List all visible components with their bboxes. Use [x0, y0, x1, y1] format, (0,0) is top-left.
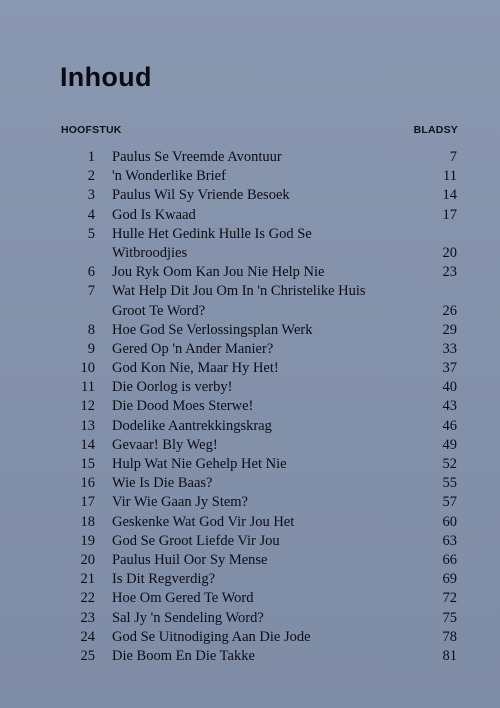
toc-entry	[0, 359, 500, 378]
page-number: 78	[442, 628, 457, 645]
chapter-number: 18	[80, 513, 95, 530]
toc-entry	[0, 206, 500, 225]
toc-entry	[0, 378, 500, 397]
chapter-number: 5	[87, 225, 95, 242]
toc-entry-line	[0, 263, 500, 282]
chapter-number: 25	[80, 647, 95, 664]
toc-entry-line	[0, 148, 500, 167]
chapter-title: Vir Wie Gaan Jy Stem?	[112, 494, 248, 511]
chapter-title: God Se Uitnodiging Aan Die Jode	[112, 628, 311, 645]
chapter-number: 14	[80, 436, 95, 453]
page-number: 69	[442, 571, 457, 588]
chapter-title: Hoe God Se Verlossingsplan Werk	[112, 321, 313, 338]
toc-entry-line	[0, 186, 500, 205]
toc-entry-line	[0, 474, 500, 493]
chapter-number: 2	[87, 168, 95, 185]
toc-entry	[0, 647, 500, 666]
toc-entry-line	[0, 532, 500, 551]
chapter-number: 4	[87, 206, 95, 223]
chapter-title: Paulus Se Vreemde Avontuur	[112, 149, 282, 165]
toc-entry	[0, 474, 500, 493]
chapter-title: God Is Kwaad	[112, 206, 196, 223]
toc-entry-line	[0, 609, 500, 628]
toc-entry-line	[0, 436, 500, 455]
toc-entry-line	[0, 397, 500, 416]
chapter-number: 9	[87, 340, 95, 357]
page-number: 40	[442, 379, 457, 396]
toc-entry	[0, 397, 500, 416]
chapter-number: 15	[80, 456, 95, 472]
chapter-title: 'n Wonderlike Brief	[112, 168, 226, 185]
chapter-number: 13	[80, 417, 95, 434]
page-number: 63	[442, 532, 457, 549]
toc-entry	[0, 628, 500, 647]
toc-entry	[0, 417, 500, 436]
chapter-number: 21	[80, 571, 95, 588]
toc-entry	[0, 551, 500, 570]
toc-entry	[0, 609, 500, 628]
toc-entry-line	[0, 589, 500, 608]
page-title: Inhoud	[60, 62, 152, 92]
toc-entry	[0, 167, 500, 186]
page-number: 11	[443, 168, 457, 185]
toc-entry-line	[0, 417, 500, 436]
chapter-title: Paulus Wil Sy Vriende Besoek	[112, 187, 290, 204]
page-number: 23	[442, 264, 457, 281]
toc-entry-line	[0, 359, 500, 378]
toc-entry	[0, 263, 500, 282]
toc-entry-line	[0, 551, 500, 570]
chapter-number: 6	[87, 264, 95, 281]
toc-entry-line	[0, 570, 500, 589]
page-number: 26	[442, 302, 457, 319]
chapter-title: Die Oorlog is verby!	[112, 379, 233, 396]
chapter-title: Hoe Om Gered Te Word	[112, 590, 254, 607]
toc-entry-line	[0, 647, 500, 666]
chapter-title: Jou Ryk Oom Kan Jou Nie Help Nie	[112, 264, 325, 281]
toc-entry-line	[0, 340, 500, 359]
page-number: 17	[442, 206, 457, 223]
table-of-contents	[0, 148, 500, 666]
toc-entry	[0, 148, 500, 167]
page-number: 29	[442, 321, 457, 338]
toc-entry	[0, 436, 500, 455]
page-number: 7	[449, 149, 457, 165]
chapter-number: 1	[87, 149, 95, 165]
chapter-number: 11	[81, 379, 95, 396]
page-number: 72	[442, 590, 457, 607]
chapter-number: 16	[80, 475, 95, 492]
chapter-title: Sal Jy 'n Sendeling Word?	[112, 609, 264, 626]
toc-entry	[0, 282, 500, 320]
page-number: 14	[442, 187, 457, 204]
chapter-title: Dodelike Aantrekkingskrag	[112, 417, 272, 434]
toc-entry-line	[0, 244, 500, 263]
toc-entry	[0, 321, 500, 340]
toc-entry	[0, 186, 500, 205]
toc-entry	[0, 532, 500, 551]
page-number: 52	[442, 456, 457, 472]
page-number: 37	[442, 360, 457, 377]
chapter-title: Groot Te Word?	[112, 302, 206, 319]
page-number: 46	[442, 417, 457, 434]
toc-entry	[0, 455, 500, 474]
toc-entry	[0, 589, 500, 608]
toc-entry-line	[0, 206, 500, 225]
toc-entry-line	[0, 378, 500, 397]
chapter-number: 20	[80, 551, 95, 568]
toc-entry-line	[0, 282, 500, 301]
chapter-title: Is Dit Regverdig?	[112, 571, 216, 588]
chapter-number: 17	[80, 494, 95, 511]
chapter-title: God Kon Nie, Maar Hy Het!	[112, 360, 279, 377]
chapter-title: Gevaar! Bly Weg!	[112, 436, 218, 453]
toc-entry-line	[0, 302, 500, 321]
page-number: 33	[442, 340, 457, 357]
page-number: 49	[442, 436, 457, 453]
page-number: 81	[442, 647, 457, 664]
toc-entry-line	[0, 225, 500, 244]
toc-entry-line	[0, 455, 500, 474]
toc-entry	[0, 513, 500, 532]
chapter-number: 8	[87, 321, 95, 338]
chapter-title: Die Boom En Die Takke	[112, 647, 255, 664]
chapter-title: Hulle Het Gedink Hulle Is God Se	[112, 225, 312, 242]
toc-entry	[0, 570, 500, 589]
page-number: 20	[442, 244, 457, 261]
chapter-number: 12	[80, 398, 95, 415]
page-number: 57	[442, 494, 457, 511]
toc-entry-line	[0, 493, 500, 512]
page-number: 55	[442, 475, 457, 492]
page-column-header: BLADSY	[413, 124, 458, 136]
chapter-title: Gered Op 'n Ander Manier?	[112, 340, 274, 357]
chapter-title: Die Dood Moes Sterwe!	[112, 398, 254, 415]
page-number: 66	[442, 551, 457, 568]
chapter-number: 19	[80, 532, 95, 549]
toc-entry-line	[0, 167, 500, 186]
toc-entry	[0, 493, 500, 512]
chapter-title: God Se Groot Liefde Vir Jou	[112, 532, 280, 549]
chapter-number: 22	[80, 590, 95, 607]
chapter-title: Wie Is Die Baas?	[112, 475, 213, 492]
chapter-title: Paulus Huil Oor Sy Mense	[112, 551, 268, 568]
chapter-title: Hulp Wat Nie Gehelp Het Nie	[112, 456, 287, 472]
chapter-title: Wat Help Dit Jou Om In 'n Christelike Huis	[112, 283, 366, 300]
toc-entry-line	[0, 628, 500, 647]
chapter-number: 23	[80, 609, 95, 626]
toc-entry	[0, 225, 500, 263]
toc-entry-line	[0, 513, 500, 532]
chapter-title: Geskenke Wat God Vir Jou Het	[112, 513, 295, 530]
page-number: 60	[442, 513, 457, 530]
toc-entry	[0, 340, 500, 359]
toc-entry-line	[0, 321, 500, 340]
chapter-number: 7	[87, 283, 95, 300]
page-number: 43	[442, 398, 457, 415]
chapter-column-header: HOOFSTUK	[61, 124, 122, 136]
chapter-title: Witbroodjies	[112, 244, 188, 261]
chapter-number: 24	[80, 628, 95, 645]
chapter-number: 3	[87, 187, 95, 204]
page-number: 75	[442, 609, 457, 626]
chapter-number: 10	[80, 360, 95, 377]
